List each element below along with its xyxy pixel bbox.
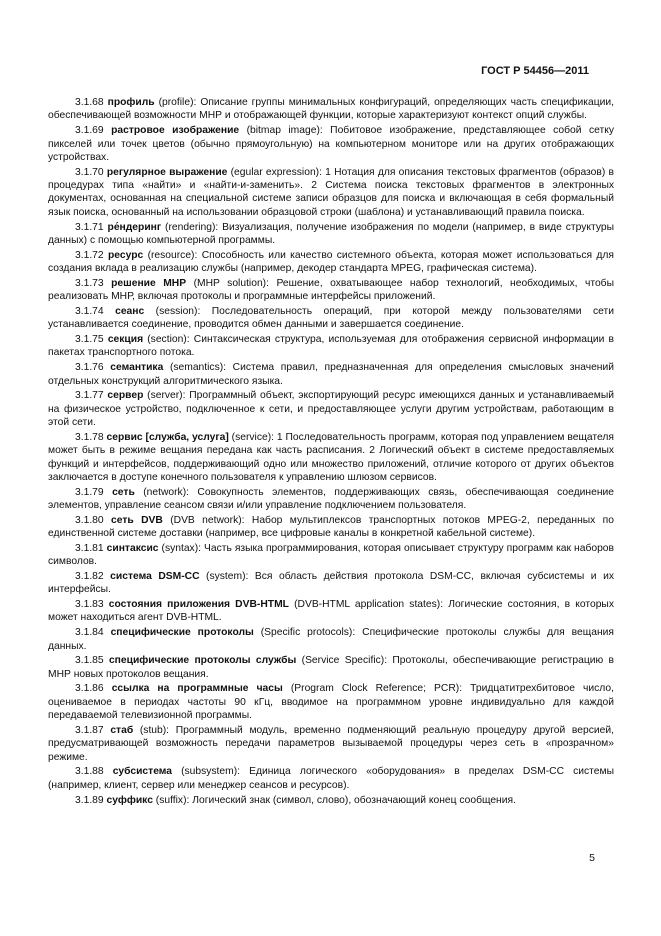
entry-number: 3.1.76 [75,362,104,374]
definition-entry [48,626,614,653]
entry-number: 3.1.78 [75,431,104,443]
entry-number: 3.1.86 [75,683,104,695]
definition-entry [48,96,614,123]
entry-term: специфические протоколы [110,627,254,639]
entry-term: ресурс [108,249,144,261]
entry-number: 3.1.81 [75,542,104,554]
entry-term: сервис [служба, услуга] [106,431,229,443]
entry-term: субсистема [112,766,173,778]
entry-text: (session): Последовательность операций, при которой между пользователями сети устанавливается соединение, проводится обмен данными и завершается соединение. [48,305,614,331]
definition-entry [48,389,614,429]
entry-term: сеть [112,486,135,498]
entry-number: 3.1.68 [75,97,104,108]
definition-entry [48,333,614,360]
definition-entry [48,598,614,625]
entry-text: (semantics): Система правил, предназначенная для определения смысловых значений отдельных конструкций алгоритмического языка. [48,362,614,387]
entry-term: решение МНР [111,277,187,289]
entry-term: сеть DVB [111,514,163,526]
entry-term: секция [107,333,144,345]
entry-text: (server): Программный объект, экспортирующий ресурс имеющихся данных и устанавливаемый на физическое устройство, подключенное к сети, и предоставляющее услуги другим устройствам, работающим в этой сети. [48,390,614,429]
entry-term: специфические протоколы службы [108,655,297,667]
definition-entry [48,765,614,792]
entry-term: растровое изображение [111,125,240,137]
definition-entry [48,794,614,807]
entry-number: 3.1.82 [75,570,104,582]
entry-term: ре́ндеринг [107,221,162,233]
entry-number: 3.1.75 [75,333,104,345]
entry-term: сервер [107,390,144,402]
entry-text: (rendering): Визуализация, получение изображения по модели (например, в виде структуры данных) с помощью компьютерной программы. [48,221,614,246]
entry-term: состояния приложения DVB-HTML [108,599,289,611]
entry-term: сеанс [115,305,145,317]
entry-text: (system): Вся область действия протокола DSM-CC, включая субсистемы и их интерфейсы. [48,570,614,596]
definition-entry [48,124,614,164]
definition-entry [48,277,614,304]
entry-text: (service): 1 Последовательность программ, которая под управлением вещателя может быть в режиме вещания передана как часть расписания. 2 Логический объект в системе предоставляемых функций и интерфейсов, поддерживающий одно или множество приложений, отличие которого от других объектов заключается в доступе конечного пользователя к управлению шлюзом сервисов. [48,431,614,483]
page-number: 5 [589,852,595,864]
entry-term: профиль [107,97,155,108]
entry-number: 3.1.69 [75,125,104,137]
entry-text: (subsystem): Единица логического «оборудования» в пределах DSM-CC системы (например, клиент, сервер или менеджер сеансов и ресурсов). [48,766,614,791]
entry-term: суффикс [106,794,153,806]
entry-number: 3.1.77 [75,390,104,402]
definitions-list [48,96,614,808]
entry-text: (Service Specific): Протоколы, обеспечивающие регистрацию в МНР новых протоколов вещания. [48,655,614,680]
definition-entry [48,514,614,541]
definition-entry [48,221,614,248]
entry-term: регулярное выражение [106,166,228,178]
entry-text: (suffix): Логический знак (символ, слово), обозначающий конец сообщения. [152,794,516,806]
definition-entry [48,682,614,722]
entry-text: (DVB-HTML application states): Логические состояния, в которых может находиться агент DVB-HTML. [48,599,614,624]
entry-term: синтаксис [106,542,159,554]
definition-entry [48,486,614,513]
entry-number: 3.1.73 [75,277,104,289]
entry-number: 3.1.83 [75,599,104,611]
entry-number: 3.1.71 [75,221,104,233]
entry-text: (bitmap image): Побитовое изображение, представляющее собой сетку пикселей или точек цветов (обычно прямоугольную) на компьютерном мониторе или на других отображающих устройствах. [48,125,614,163]
definition-entry [48,570,614,597]
entry-text: (MHP solution): Решение, охватывающее набор технологий, необходимых, чтобы реализовать МНР, включая протоколы и программные интерфейсы приложений. [48,277,614,303]
definition-entry [48,249,614,276]
entry-text: (section): Синтаксическая структура, используемая для отображения сервисной информации в пакетах транспортного потока. [48,333,614,359]
entry-text: (stub): Программный модуль, временно подменяющий реальную процедуру другой версией, предусматривающей возможность передачи параметров вызываемой процедуры через сеть в «прозрачном» режиме. [48,724,614,763]
entry-term: стаб [110,724,134,736]
entry-text: (Program Clock Reference; PCR): Тридцатитрехбитовое число, оцениваемое в периодах частоты 90 кГц, вводимое на программном уровне индивидуально для каждой передаваемой телевизионной программы. [48,683,614,722]
entry-term: семантика [110,362,164,374]
entry-number: 3.1.80 [75,514,104,526]
entry-number: 3.1.89 [75,794,104,806]
entry-text: (Specific protocols): Специфические протоколы службы для вещания данных. [48,627,614,652]
entry-number: 3.1.74 [75,305,104,317]
entry-number: 3.1.87 [75,724,104,736]
definition-entry [48,166,614,220]
entry-term: система DSM-CC [110,570,200,582]
definition-entry [48,361,614,388]
entry-number: 3.1.85 [75,655,104,667]
document-header: ГОСТ Р 54456—2011 [481,65,589,77]
entry-number: 3.1.70 [75,166,104,178]
entry-number: 3.1.79 [75,486,104,498]
entry-term: ссылка на программные часы [111,683,283,695]
entry-text: (network): Совокупность элементов, поддерживающих связь, обеспечивающая соединение элементов, управление сеансом связи и/или управление подключением пользователя. [48,486,614,512]
definition-entry [48,654,614,681]
entry-text: (syntax): Часть языка программирования, которая описывает структуру программ как наборов символов. [48,542,614,568]
entry-text: (profile): Описание группы минимальных конфигураций, определяющих часть спецификации, обеспечивающей возможности МНР и отображающей функции, которые характеризуют контекст опций службы. [48,97,614,122]
definition-entry [48,542,614,569]
definition-entry [48,305,614,332]
entry-number: 3.1.88 [75,766,104,778]
entry-text: (resource): Способность или качество системного объекта, которая может использоваться для создания вклада в реализацию службы (например, декодер стандарта MPEG, графическая система). [48,249,614,275]
definition-entry [48,724,614,764]
entry-number: 3.1.72 [75,249,104,261]
entry-text: (egular expression): 1 Нотация для описания текстовых фрагментов (образов) в процедурах типа «найти» и «найти-и-заменить». 2 Система поиска текстовых фрагментов в электронных документах, основанная на специальной системе записи образцов для поиска и включающая в себя формальный язык поиска, основанный на использовании образцовой строки (шаблона) и устанавливающий правила поиска. [48,166,614,218]
definition-entry [48,431,614,485]
entry-text: (DVB network): Набор мультиплексов транспортных потоков MPEG-2, переданных по единственной системе доставки (например, все цифровые каналы в конкретной кабельной системе). [48,514,614,540]
entry-number: 3.1.84 [75,627,104,639]
